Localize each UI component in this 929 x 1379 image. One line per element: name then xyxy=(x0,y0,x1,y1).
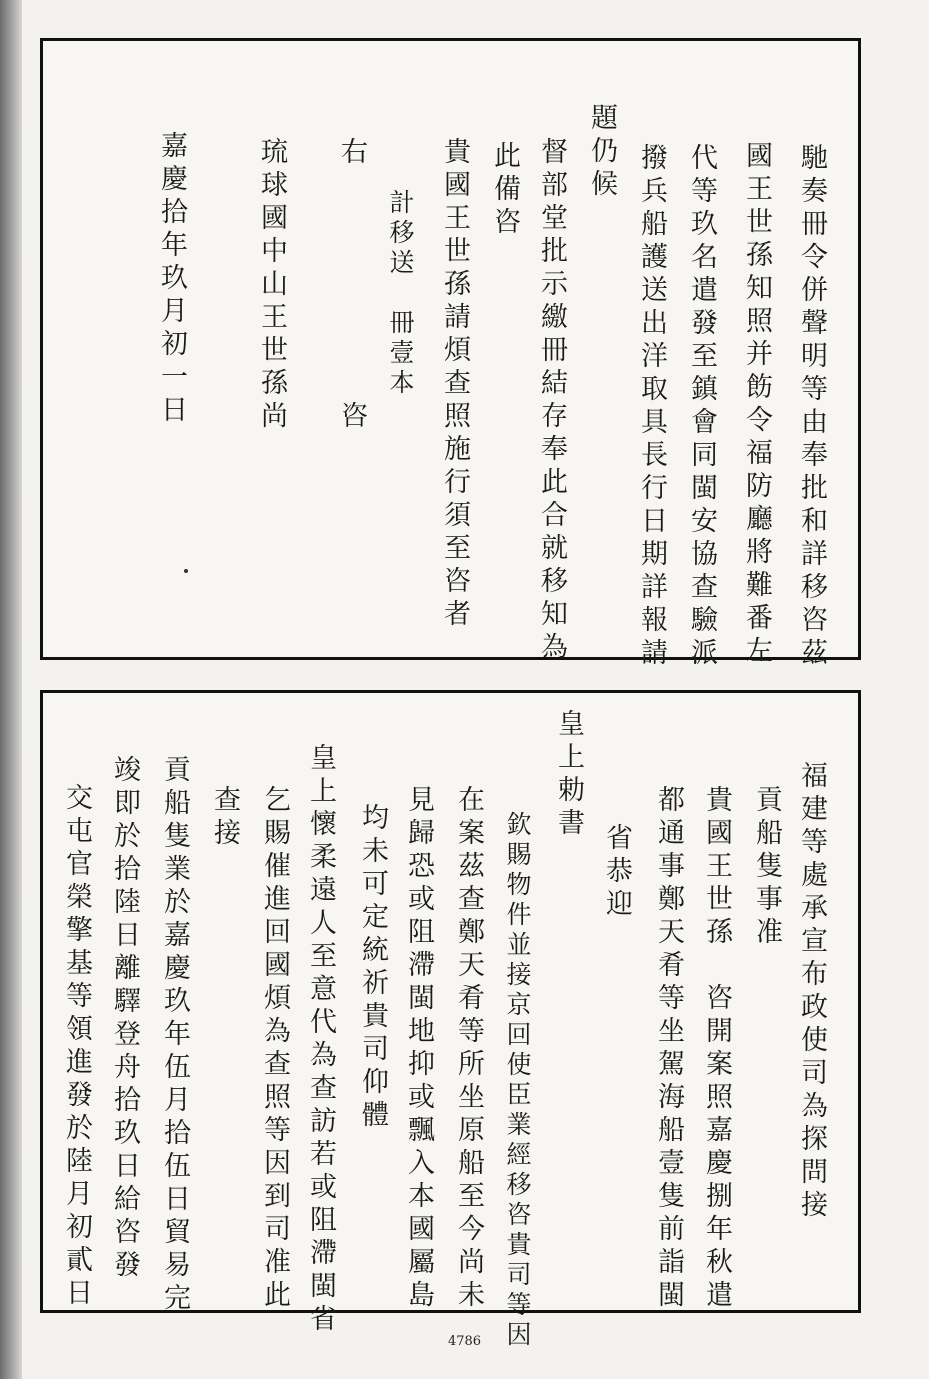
text-column: 撥兵船護送出洋取具長行日期詳報請 xyxy=(636,143,667,671)
text-column: 欽賜物件並接京回使臣業經移咨貴司等因 xyxy=(503,811,532,1351)
text-column: 皇上懷柔遠人至意代為查訪若或阻滯閩省 xyxy=(305,743,336,1337)
text-column: 題仍候 xyxy=(586,103,617,202)
text-column: 皇上勅書 xyxy=(553,709,584,841)
text-column: 貢船隻業於嘉慶玖年伍月拾伍日貿易完 xyxy=(159,755,190,1316)
ink-mark xyxy=(184,569,188,573)
text-column: 此備咨 xyxy=(489,141,520,240)
text-column: 貴國王世孫請煩查照施行須至咨者 xyxy=(439,137,470,632)
text-column: 乞賜催進回國煩為查照等因到司准此 xyxy=(259,785,290,1313)
page-number: 4786 xyxy=(447,1334,482,1349)
upper-document-panel xyxy=(40,38,861,671)
text-column: 在案茲查鄭天肴等所坐原船至今尚未 xyxy=(453,785,484,1313)
text-column: 馳奏冊令併聲明等由奉批和詳移咨茲 xyxy=(796,143,827,671)
text-column: 竣即於拾陸日離驛登舟拾玖日給咨發 xyxy=(109,755,140,1283)
text-column: 福建等處承宣布政使司為探問接 xyxy=(796,761,827,1223)
date-column: 嘉慶拾年玖月初一日 xyxy=(156,131,187,428)
text-column: 都通事鄭天肴等坐駕海船壹隻前詣閩 xyxy=(653,785,684,1313)
text-column: 貢船隻事准 xyxy=(751,785,782,950)
text-column: 均未可定統祈貴司仰體 xyxy=(357,803,388,1133)
text-column: 省恭迎 xyxy=(601,823,632,922)
scan-gutter-shadow xyxy=(0,0,22,1379)
text-column: 貴國王世孫 咨開案照嘉慶捌年秋遣 xyxy=(701,785,732,1313)
text-column: 見歸恐或阻滯閩地抑或飄入本國屬島 xyxy=(403,785,434,1313)
text-column: 琉球國中山王世孫尚 xyxy=(256,137,287,434)
text-column: 右 咨 xyxy=(336,137,367,434)
text-column: 督部堂批示繳冊結存奉此合就移知為 xyxy=(536,137,567,665)
text-column: 交屯官榮擎基等領進發於陸月初貳日 xyxy=(61,783,92,1311)
text-column: 國王世孫知照并飭令福防廳將難番左 xyxy=(741,141,772,669)
text-column: 查接 xyxy=(209,785,240,851)
text-column: 代等玖名遣發至鎮會同閩安協查驗派 xyxy=(686,143,717,671)
text-column: 計移送 冊壹本 xyxy=(386,189,415,399)
